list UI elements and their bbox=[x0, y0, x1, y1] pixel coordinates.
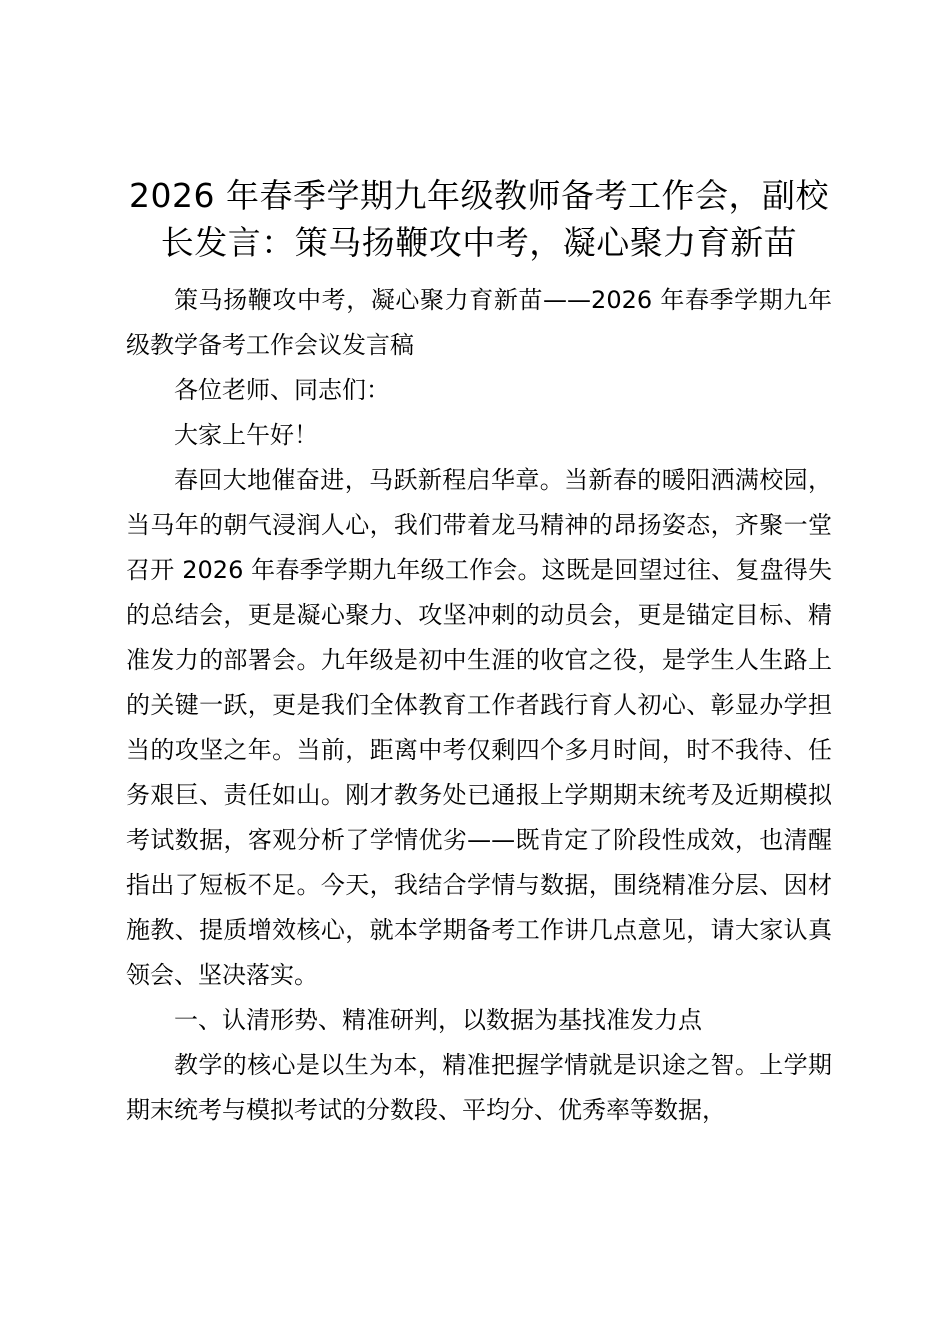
document-title: 2026 年春季学期九年级教师备考工作会，副校长发言：策马扬鞭攻中考，凝心聚力育新苗 bbox=[129, 176, 829, 262]
body-paragraph: 教学的核心是以生为本，精准把握学情就是识途之智。上学期期末统考与模拟考试的分数段、平均分、优秀率等数据， bbox=[126, 1051, 832, 1124]
greeting: 大家上午好！ bbox=[174, 421, 318, 449]
section-heading: 一、认清形势、精准研判，以数据为基找准发力点 bbox=[174, 1006, 702, 1034]
body-paragraph: 春回大地催奋进，马跃新程启华章。当新春的暖阳洒满校园，当马年的朝气浸润人心，我们带着龙马精神的昂扬姿态，齐聚一堂召开 2026 年春季学期九年级工作会。这既是回望过往、复盘得失的总结会，更是凝心聚力、攻坚冲刺的动员会，更是锚定目标、精准发力的部署会。九年级是初中生涯的收官之役，是学生人生路上的关键一跃，更是我们全体教育工作者践行育人初心、彰显办学担当的攻坚之年。当前，距离中考仅剩四个多月时间，时不我待、任务艰巨、责任如山。刚才教务处已通报上学期期末统考及近期模拟考试数据，客观分析了学情优劣——既肯定了阶段性成效，也清醒指出了短板不足。今天，我结合学情与数据，围绕精准分层、因材施教、提质增效核心，就本学期备考工作讲几点意见，请大家认真领会、坚决落实。 bbox=[126, 466, 832, 989]
document-body bbox=[126, 278, 832, 1133]
speech-subtitle: 策马扬鞭攻中考，凝心聚力育新苗——2026 年春季学期九年级教学备考工作会议发言稿 bbox=[126, 286, 832, 359]
salutation: 各位老师、同志们： bbox=[174, 376, 390, 404]
